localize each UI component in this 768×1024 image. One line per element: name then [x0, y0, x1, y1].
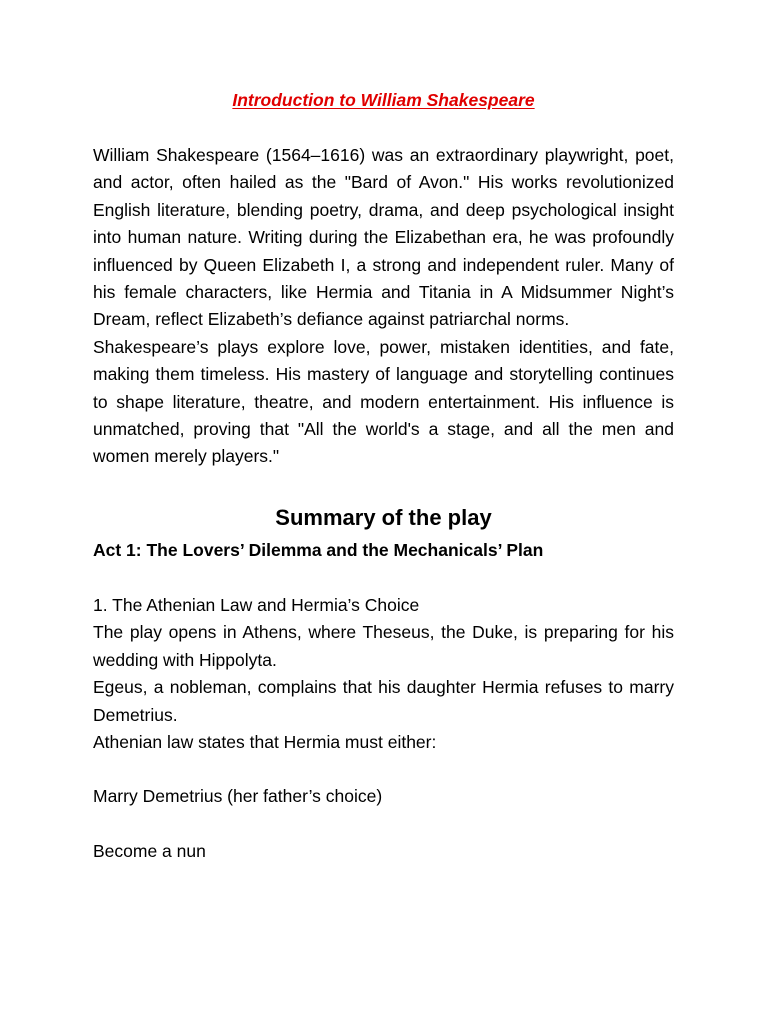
document-title: Introduction to William Shakespeare	[232, 90, 535, 110]
summary-paragraph-3: Athenian law states that Hermia must either:	[93, 731, 437, 752]
summary-heading: Summary of the play	[275, 504, 492, 530]
document-content	[93, 87, 674, 865]
summary-paragraph-1: The play opens in Athens, where Theseus, the Duke, is preparing for his wedding with Hippolyta.	[93, 622, 674, 670]
option-item-1: Marry Demetrius (her father’s choice)	[93, 786, 383, 807]
summary-paragraph-2: Egeus, a nobleman, complains that his daughter Hermia refuses to marry Demetrius.	[93, 677, 674, 725]
act-heading: Act 1: The Lovers’ Dilemma and the Mechanicals’ Plan	[93, 539, 544, 560]
intro-paragraph-2: Shakespeare’s plays explore love, power, mistaken identities, and fate, making them timeless. His mastery of language and storytelling continues to shape literature, theatre, and modern entertainment. His influence is unmatched, proving that "All the world's a stage, and all the men and women merely players."	[93, 336, 674, 467]
subsection-title: 1. The Athenian Law and Hermia’s Choice	[93, 594, 420, 615]
intro-paragraph-1: William Shakespeare (1564–1616) was an extraordinary playwright, poet, and actor, often hailed as the "Bard of Avon." His works revolutionized English literature, blending poetry, drama, and deep psychological insight into human nature. Writing during the Elizabethan era, he was profoundly influenced by Queen Elizabeth I, a strong and independent ruler. Many of his female characters, like Hermia and Titania in A Midsummer Night’s Dream, reflect Elizabeth’s defiance against patriarchal norms.	[93, 145, 674, 330]
option-item-2: Become a nun	[93, 840, 206, 861]
